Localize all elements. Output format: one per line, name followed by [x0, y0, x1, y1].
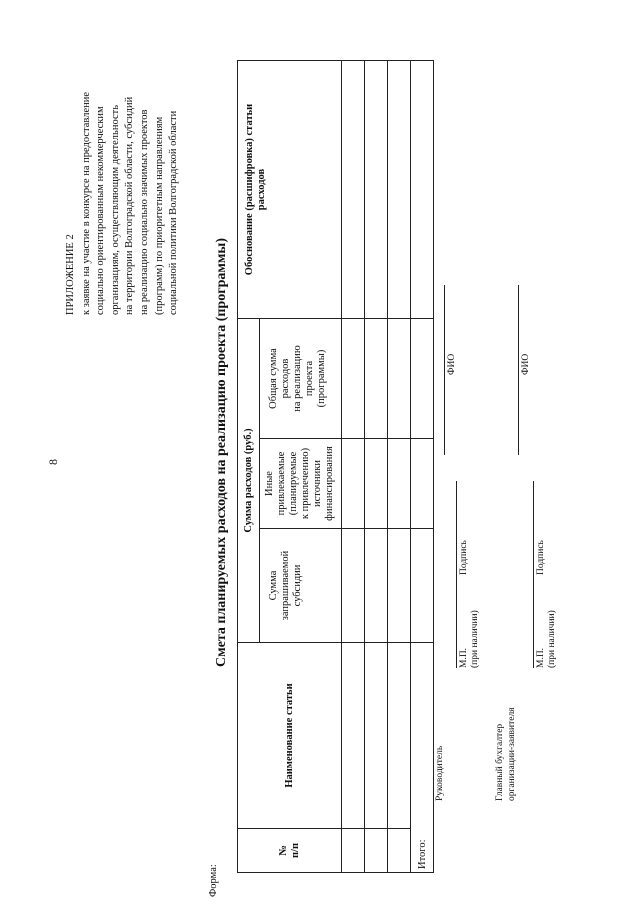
total-label: Итого: [411, 643, 434, 873]
table-total-row [411, 61, 434, 873]
col-header-other-sources: Иные привлекаемые (планируемые к привлечению) источники финансирования [260, 439, 342, 529]
manager-stamp-note: (при наличии) [470, 610, 480, 668]
table-cell [388, 319, 411, 439]
table-cell [342, 61, 365, 319]
appendix-line: организациям, осуществляющим деятельность [109, 105, 121, 315]
table-cell [411, 61, 434, 319]
table-cell [365, 319, 388, 439]
table-header-row [238, 61, 260, 873]
manager-name-label: ФИО [447, 353, 457, 375]
appendix-line: социальной политики Волгоградской области [168, 110, 180, 315]
accountant-stamp: М.П. [536, 647, 546, 668]
manager-name-line [444, 285, 445, 455]
accountant-stamp-line [533, 481, 534, 668]
col-header-item-name: Наименование статьи [238, 643, 342, 829]
appendix-heading: ПРИЛОЖЕНИЕ 2 [65, 234, 76, 315]
accountant-role-line2: организации-заявителя [507, 707, 517, 801]
accountant-signature-label: Подпись [536, 540, 546, 575]
accountant-name-line [518, 285, 519, 455]
appendix-line: на реализацию социально значимых проектов [138, 109, 150, 315]
table-cell [411, 439, 434, 529]
table-cell [342, 319, 365, 439]
table-cell [388, 439, 411, 529]
accountant-role-line1: Главный бухгалтер [495, 723, 505, 801]
table-cell [365, 61, 388, 319]
table-cell [365, 529, 388, 643]
appendix-line: к заявке на участие в конкурсе на предоставление [80, 91, 92, 315]
document-title: Смета планируемых расходов на реализацию проекта (программы) [214, 237, 229, 668]
table-cell [388, 643, 411, 829]
col-header-subsidy: Сумма запрашиваемой субсидии [260, 529, 342, 643]
appendix-note [64, 15, 182, 315]
table-cell [388, 529, 411, 643]
appendix-line: социально ориентированным некоммерческим [95, 106, 107, 315]
table-cell [365, 643, 388, 829]
accountant-name-label: ФИО [521, 353, 531, 375]
manager-stamp: М.П. [459, 647, 469, 668]
table-cell [411, 319, 434, 439]
table-cell [365, 439, 388, 529]
col-header-expense-sum: Сумма расходов (руб.) [238, 319, 260, 643]
table-row [342, 61, 365, 873]
form-label: Форма: [208, 864, 219, 897]
table-cell [342, 829, 365, 873]
table-cell [342, 439, 365, 529]
col-header-number: № п/п [238, 829, 342, 873]
estimate-table [237, 60, 434, 873]
table-cell [365, 829, 388, 873]
table-cell [388, 61, 411, 319]
col-header-total: Общая сумма расходов на реализацию проекта (программы) [260, 319, 342, 439]
page-number: 8 [46, 459, 60, 465]
manager-signature-label: Подпись [459, 540, 469, 575]
col-header-justification: Обоснование (расшифровка) статьи расходов [238, 61, 342, 319]
table-cell [388, 829, 411, 873]
manager-stamp-line [456, 481, 457, 668]
manager-role: Руководитель [435, 745, 445, 801]
accountant-stamp-note: (при наличии) [547, 610, 557, 668]
table-row [388, 61, 411, 873]
table-cell [411, 529, 434, 643]
table-row [365, 61, 388, 873]
appendix-line: (программ) по приоритетным направлениям [153, 116, 165, 315]
table-cell [342, 643, 365, 829]
appendix-line: на территории Волгоградской области, субсидий [124, 96, 136, 315]
table-cell [342, 529, 365, 643]
